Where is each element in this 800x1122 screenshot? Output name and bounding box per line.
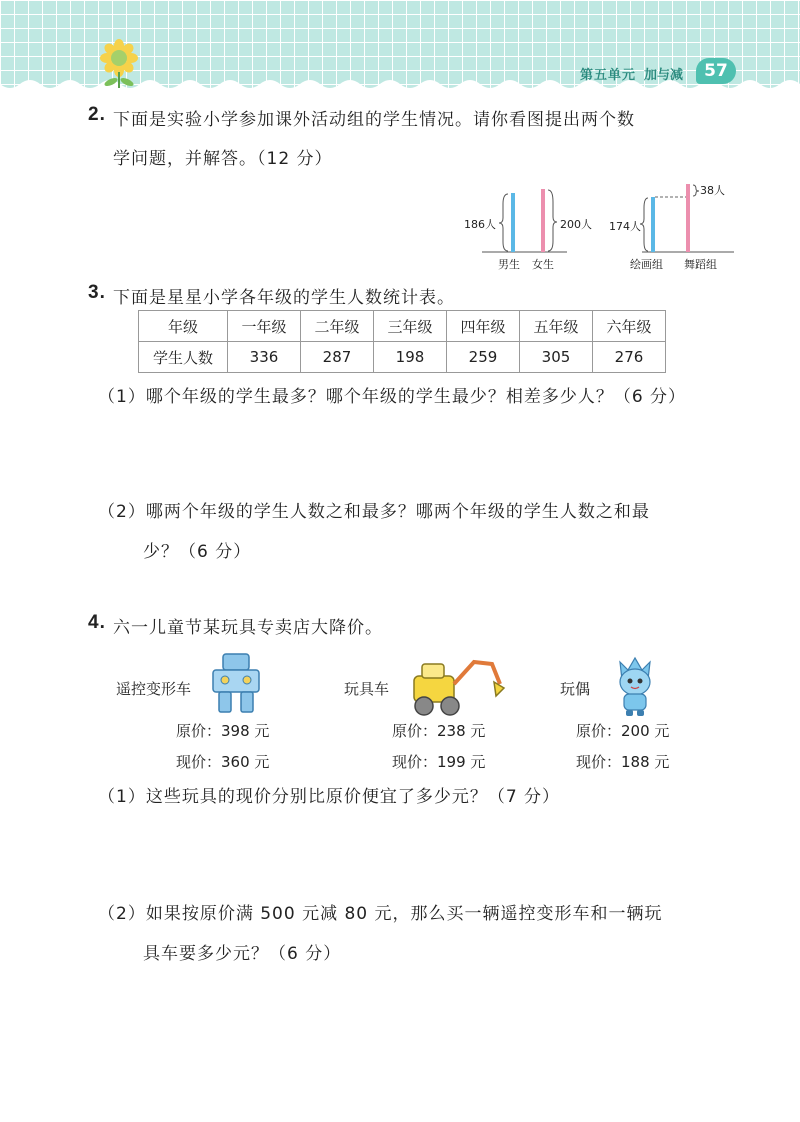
toy-name-transformer: 遥控变形车 bbox=[116, 680, 192, 698]
transformer-toy-icon bbox=[205, 650, 267, 718]
table-count-cell: 305 bbox=[520, 342, 593, 373]
unit-topic: 加与减 bbox=[644, 68, 684, 83]
q4-sub1: （1）这些玩具的现价分别比原价便宜了多少元？（7 分） bbox=[98, 787, 561, 807]
toy-current-price: 现价：360 元 bbox=[176, 753, 270, 771]
table-grade-cell: 三年级 bbox=[374, 311, 447, 342]
label-dance: 舞蹈组 bbox=[684, 258, 717, 271]
drawing-brace bbox=[640, 198, 648, 251]
table-row bbox=[139, 342, 666, 373]
toy-current-price: 现价：199 元 bbox=[392, 753, 486, 771]
table-grade-cell: 五年级 bbox=[520, 311, 593, 342]
table-count-cell: 336 bbox=[228, 342, 301, 373]
doll-toy-icon bbox=[610, 656, 660, 718]
table-count-cell: 259 bbox=[447, 342, 520, 373]
toy-current-price: 现价：188 元 bbox=[576, 753, 670, 771]
table-grade-cell: 六年级 bbox=[593, 311, 666, 342]
drawing-bar bbox=[651, 197, 655, 252]
table-row-label: 学生人数 bbox=[139, 342, 228, 373]
sunflower-icon bbox=[96, 38, 142, 90]
label-boys: 男生 bbox=[498, 258, 520, 271]
q2-number: 2. bbox=[88, 104, 106, 125]
dance-bar bbox=[686, 184, 690, 252]
q2-text-line1: 下面是实验小学参加课外活动组的学生情况。请你看图提出两个数 bbox=[113, 110, 635, 130]
toy-original-price: 原价：238 元 bbox=[392, 722, 486, 740]
table-count-cell: 198 bbox=[374, 342, 447, 373]
table-grade-cell: 二年级 bbox=[301, 311, 374, 342]
boys-bar bbox=[511, 193, 515, 252]
q3-number: 3. bbox=[88, 282, 106, 303]
table-header-label: 年级 bbox=[139, 311, 228, 342]
grade-count-table bbox=[138, 310, 666, 373]
drawing-value: 174人 bbox=[609, 220, 641, 233]
q3-text: 下面是星星小学各年级的学生人数统计表。 bbox=[113, 288, 455, 308]
label-girls: 女生 bbox=[532, 258, 554, 271]
girls-brace bbox=[548, 190, 557, 251]
difference-brace bbox=[693, 185, 699, 196]
q4-sub2-line1: （2）如果按原价满 500 元减 80 元，那么买一辆遥控变形车和一辆玩 bbox=[98, 904, 663, 924]
table-count-cell: 287 bbox=[301, 342, 374, 373]
toy-original-price: 原价：398 元 bbox=[176, 722, 270, 740]
q4-number: 4. bbox=[88, 612, 106, 633]
boys-value: 186人 bbox=[464, 218, 496, 231]
page-number-badge: 57 bbox=[696, 58, 736, 84]
q2-text-line2: 学问题，并解答。（12 分） bbox=[113, 149, 333, 169]
toy-name-doll: 玩偶 bbox=[560, 680, 591, 698]
q4-text: 六一儿童节某玩具专卖店大降价。 bbox=[113, 618, 383, 638]
difference-value: 38人 bbox=[700, 184, 725, 197]
q4-sub2-line2: 具车要多少元？（6 分） bbox=[143, 944, 342, 964]
girls-bar bbox=[541, 189, 545, 252]
table-grade-cell: 四年级 bbox=[447, 311, 520, 342]
excavator-toy-icon bbox=[408, 654, 506, 718]
q3-sub1: （1）哪个年级的学生最多？哪个年级的学生最少？相差多少人？（6 分） bbox=[98, 387, 687, 407]
unit-label: 第五单元 bbox=[580, 68, 637, 83]
boys-brace bbox=[499, 194, 508, 251]
q3-sub2-line1: （2）哪两个年级的学生人数之和最多？哪两个年级的学生人数之和最 bbox=[98, 502, 650, 522]
label-drawing: 绘画组 bbox=[630, 258, 663, 271]
toy-name-car: 玩具车 bbox=[344, 680, 390, 698]
girls-value: 200人 bbox=[560, 218, 592, 231]
table-row bbox=[139, 311, 666, 342]
table-count-cell: 276 bbox=[593, 342, 666, 373]
q2-diagram bbox=[462, 180, 737, 272]
toy-original-price: 原价：200 元 bbox=[576, 722, 670, 740]
table-grade-cell: 一年级 bbox=[228, 311, 301, 342]
q3-sub2-line2: 少？（6 分） bbox=[143, 542, 252, 562]
